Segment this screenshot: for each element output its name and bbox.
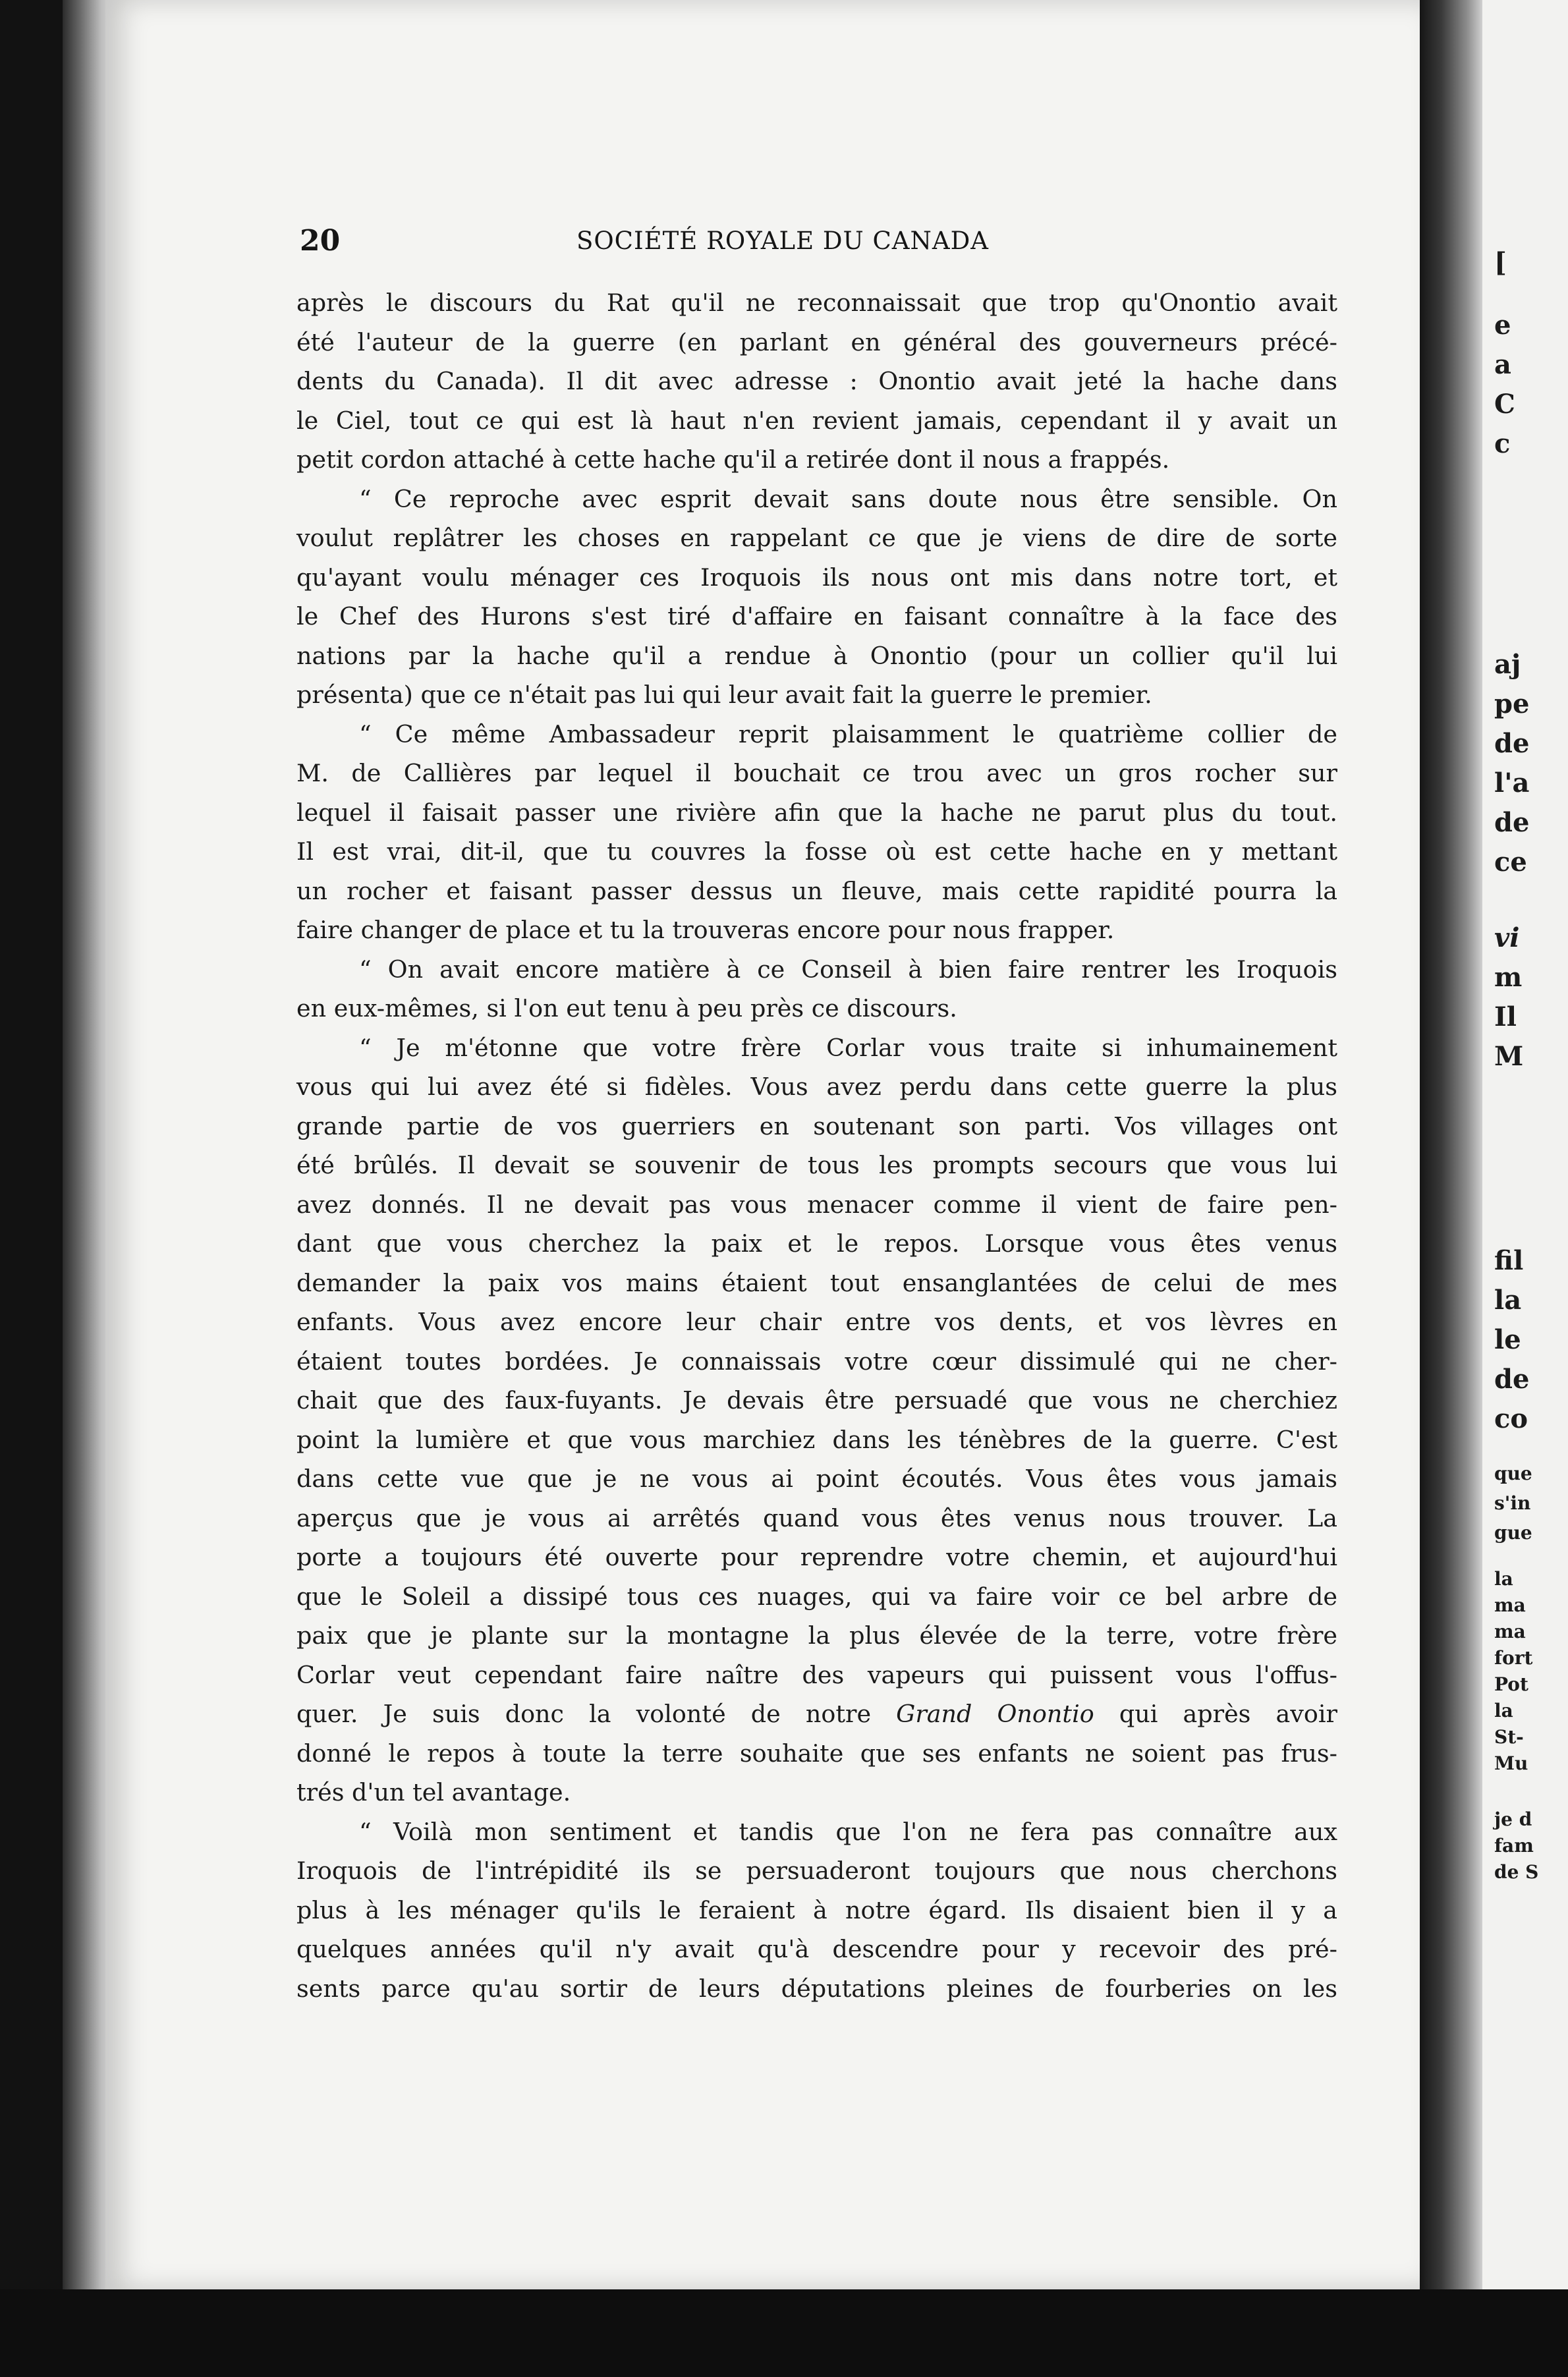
text-line: grande partie de vos guerriers en soutenant son parti. Vos villages ont [296,1111,1337,1140]
facing-page-fragment: co [1494,1403,1528,1434]
facing-page-fragment: pe [1494,688,1530,719]
text-line: Il est vrai, dit-il, que tu couvres la fosse où est cette hache en y mettant [296,837,1337,866]
facing-page-fragment: Pot [1494,1673,1528,1695]
book-gutter [1420,0,1482,2289]
facing-page-fragment: a [1494,349,1511,380]
text-line: enfants. Vous avez encore leur chair entre vos dents, et vos lèvres en [296,1308,1337,1336]
text-line: plus à les ménager qu'ils le feraient à notre égard. Ils disaient bien il y a [296,1895,1337,1924]
facing-page-fragment: le [1494,1324,1521,1355]
text-line: “ Je m'étonne que votre frère Corlar vous traite si inhumainement [359,1033,1337,1062]
paragraph [296,1028,1337,1812]
facing-page-fragment: fam [1494,1835,1534,1857]
facing-page-fragment: e [1494,310,1511,341]
facing-page-fragment: Il [1494,1001,1517,1032]
scan-bottom-background [0,2289,1568,2377]
text-line: faire changer de place et tu la trouveras encore pour nous frapper. [296,916,1115,944]
text-line: dents du Canada). Il dit avec adresse : Onontio avait jeté la hache dans [296,367,1337,395]
facing-page-fragment: de S [1494,1861,1539,1883]
facing-page-fragment: la [1494,1700,1513,1721]
text-line: “ On avait encore matière à ce Conseil à bien faire rentrer les Iroquois [359,955,1337,984]
text-line: trés d'un tel avantage. [296,1778,571,1806]
facing-page-fragment: la [1494,1568,1513,1590]
facing-page-fragment: C [1494,389,1515,420]
facing-page-fragment: de [1494,807,1530,838]
paragraph [296,1812,1337,2009]
facing-page-fragment: l'a [1494,768,1530,798]
facing-page-fragment: je d [1494,1808,1532,1830]
text-line: demander la paix vos mains étaient tout ensanglantées de celui de mes [296,1268,1337,1297]
text-line: été l'auteur de la guerre (en parlant en général des gouverneurs précé- [296,327,1337,356]
facing-page-fragment: aj [1494,649,1521,680]
text-line: sents parce qu'au sortir de leurs députations pleines de fourberies on les [296,1974,1337,2003]
text-line: lequel il faisait passer une rivière afin que la hache ne parut plus du tout. [296,798,1337,827]
text-line: quer. Je suis donc la volonté de notre Grand Onontio qui après avoir [296,1700,1337,1728]
text-line: avez donnés. Il ne devait pas vous menacer comme il vient de faire pen- [296,1190,1337,1219]
facing-page-fragment: gue [1494,1522,1532,1544]
running-head: SOCIÉTÉ ROYALE DU CANADA [576,227,989,255]
text-line: “ Ce reproche avec esprit devait sans doute nous être sensible. On [359,484,1337,513]
facing-page-fragment: vi [1494,922,1520,953]
text-line: Corlar veut cependant faire naître des vapeurs qui puissent vous l'offus- [296,1660,1337,1689]
text-line: étaient toutes bordées. Je connaissais votre cœur dissimulé qui ne cher- [296,1347,1337,1376]
page-header [300,224,1337,264]
facing-page-edge [1482,0,1568,2289]
text-line: point la lumière et que vous marchiez dans les ténèbres de la guerre. C'est [296,1425,1337,1454]
text-line: voulut replâtrer les choses en rappelant ce que je viens de dire de sorte [296,524,1337,552]
text-line: en eux-mêmes, si l'on eut tenu à peu près ce discours. [296,994,957,1022]
text-line: dant que vous cherchez la paix et le repos. Lorsque vous êtes venus [296,1229,1337,1258]
text-line: dans cette vue que je ne vous ai point écoutés. Vous êtes vous jamais [296,1465,1337,1493]
facing-page-fragment: St- [1494,1726,1524,1748]
text-line: “ Ce même Ambassadeur reprit plaisamment le quatrième collier de [359,719,1337,748]
facing-page-fragment: la [1494,1285,1522,1316]
facing-page-fragment: que [1494,1463,1532,1484]
text-line: qu'ayant voulu ménager ces Iroquois ils nous ont mis dans notre tort, et [296,563,1337,592]
facing-page-fragment: de [1494,728,1530,759]
page-number: 20 [300,224,341,258]
facing-page-fragment: fort [1494,1647,1533,1669]
text-line: nations par la hache qu'il a rendue à Onontio (pour un collier qu'il lui [296,641,1337,670]
text-line: “ Voilà mon sentiment et tandis que l'on ne fera pas connaître aux [359,1817,1337,1846]
paragraph [296,715,1337,950]
body-text [296,283,1337,2008]
text-line: que le Soleil a dissipé tous ces nuages, qui va faire voir ce bel arbre de [296,1582,1337,1611]
paragraph [296,950,1337,1028]
paragraph [296,283,1337,480]
facing-page-fragment: M [1494,1041,1524,1072]
paragraph [296,480,1337,715]
facing-page-fragment: [ [1494,247,1507,278]
text-line: présenta) que ce n'était pas lui qui leur avait fait la guerre le premier. [296,681,1152,709]
text-line: été brûlés. Il devait se souvenir de tous les prompts secours que vous lui [296,1151,1337,1179]
facing-page-fragment: ma [1494,1594,1526,1616]
text-line: petit cordon attaché à cette hache qu'il a retirée dont il nous a frappés. [296,445,1170,474]
facing-page-fragment: ce [1494,847,1527,878]
text-line: aperçus que je vous ai arrêtés quand vous êtes venus nous trouver. La [296,1503,1337,1532]
text-line: le Chef des Hurons s'est tiré d'affaire en faisant connaître à la face des [296,602,1337,630]
facing-page-fragment: fil [1494,1245,1524,1276]
facing-page-fragment: s'in [1494,1492,1531,1514]
facing-page-fragment: c [1494,428,1511,459]
facing-page-fragment: de [1494,1364,1530,1395]
facing-page-fragment: m [1494,962,1523,993]
facing-page-fragment: ma [1494,1621,1526,1642]
text-line: paix que je plante sur la montagne la plus élevée de la terre, votre frère [296,1621,1337,1650]
text-line: vous qui lui avez été si fidèles. Vous avez perdu dans cette guerre la plus [296,1073,1337,1101]
text-line: donné le repos à toute la terre souhaite que ses enfants ne soient pas frus- [296,1739,1337,1768]
facing-page-fragment: Mu [1494,1752,1528,1774]
text-line: porte a toujours été ouverte pour reprendre votre chemin, et aujourd'hui [296,1543,1337,1571]
text-line: quelques années qu'il n'y avait qu'à descendre pour y recevoir des pré- [296,1935,1337,1963]
text-line: un rocher et faisant passer dessus un fleuve, mais cette rapidité pourra la [296,876,1337,905]
text-line: chait que des faux-fuyants. Je devais être persuadé que vous ne cherchiez [296,1386,1337,1414]
text-line: le Ciel, tout ce qui est là haut n'en revient jamais, cependant il y avait un [296,406,1337,435]
text-line: après le discours du Rat qu'il ne reconnaissait que trop qu'Onontio avait [296,289,1337,317]
text-line: Iroquois de l'intrépidité ils se persuaderont toujours que nous cherchons [296,1857,1337,1885]
text-line: M. de Callières par lequel il bouchait ce trou avec un gros rocher sur [296,759,1337,787]
